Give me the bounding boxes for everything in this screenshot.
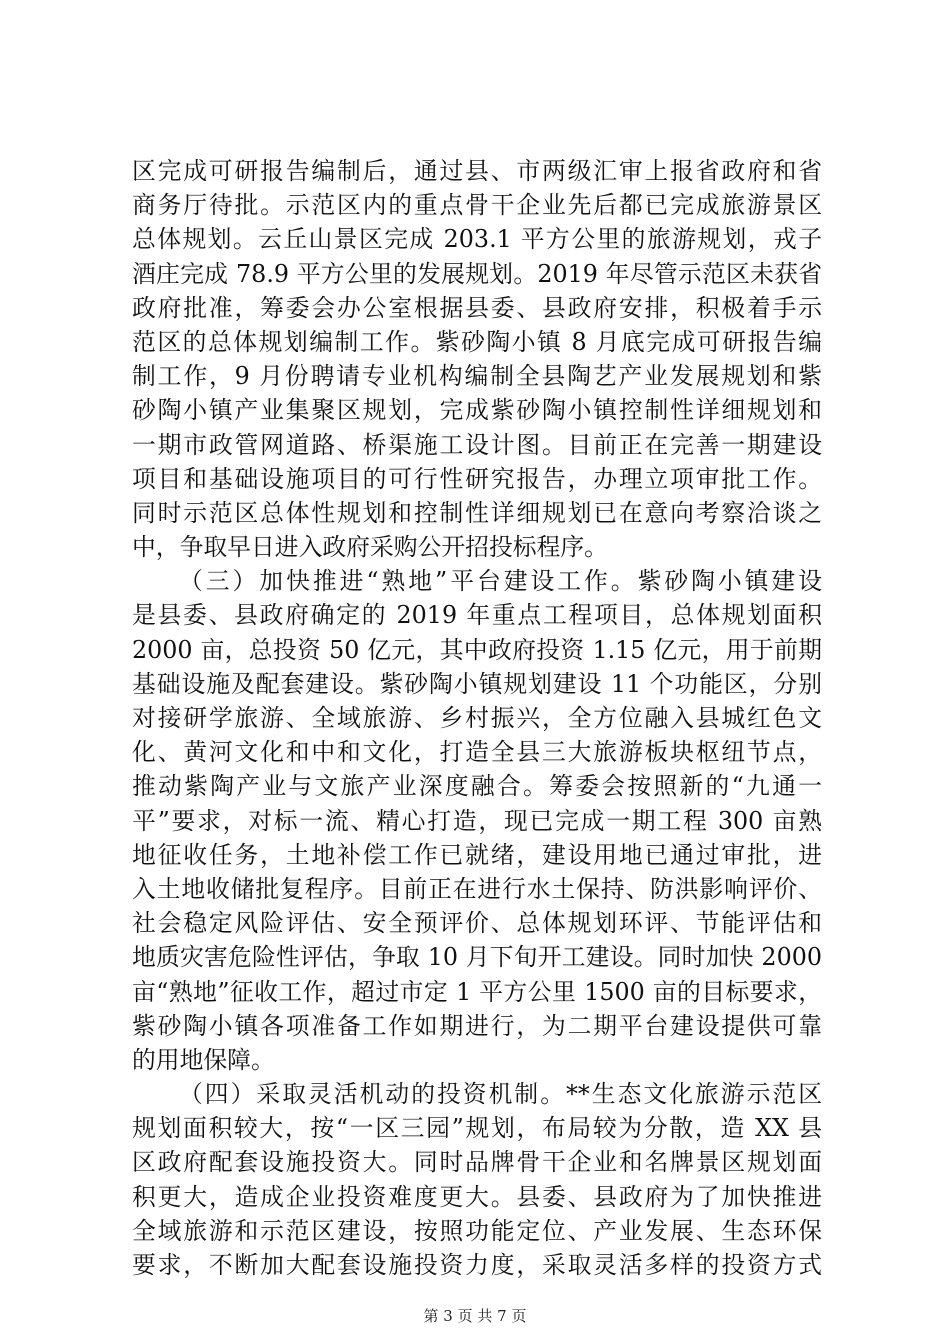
text-line: 一期市政管网道路、桥渠施工设计图。目前正在完善一期建设 bbox=[132, 430, 822, 459]
text-line: 是县委、县政府确定的 2019 年重点工程项目，总体规划面积 bbox=[132, 601, 822, 630]
text-line: 商务厅待批。示范区内的重点骨干企业先后都已完成旅游景区 bbox=[132, 191, 822, 220]
text-line: 规划面积较大，按“一区三园”规划，布局较为分散，造 XX 县 bbox=[132, 1114, 822, 1143]
text-line: 入土地收储批复程序。目前正在进行水土保持、防洪影响评价、 bbox=[132, 874, 822, 903]
text-line: 全域旅游和示范区建设，按照功能定位、产业发展、生态环保 bbox=[132, 1216, 822, 1245]
text-line: 区政府配套设施投资大。同时品牌骨干企业和名牌景区规划面 bbox=[132, 1148, 822, 1177]
text-line: （三）加快推进“熟地”平台建设工作。紫砂陶小镇建设 bbox=[179, 567, 822, 596]
text-line: 基础设施及配套建设。紫砂陶小镇规划建设 11 个功能区，分别 bbox=[132, 669, 822, 698]
text-line: 要求，不断加大配套设施投资力度，采取灵活多样的投资方式 bbox=[132, 1251, 822, 1279]
text-line: 制工作，9 月份聘请专业机构编制全县陶艺产业发展规划和紫 bbox=[132, 362, 822, 391]
text-line: 酒庄完成 78.9 平方公里的发展规划。2019 年尽管示范区未获省 bbox=[132, 259, 822, 288]
text-line: 对接研学旅游、全域旅游、乡村振兴，全方位融入县城红色文 bbox=[132, 704, 822, 732]
text-line: 区完成可研报告编制后，通过县、市两级汇审上报省政府和省 bbox=[132, 157, 822, 185]
body-text bbox=[132, 154, 822, 1282]
text-line: 的用地保障。 bbox=[132, 1045, 275, 1074]
text-line: 推动紫陶产业与文旅产业深度融合。筹委会按照新的“九通一 bbox=[132, 772, 822, 801]
text-line: 2000 亩，总投资 50 亿元，其中政府投资 1.15 亿元，用于前期 bbox=[132, 635, 822, 664]
text-line: 总体规划。云丘山景区完成 203.1 平方公里的旅游规划，戎子 bbox=[132, 225, 822, 254]
text-line: 同时示范区总体性规划和控制性详细规划已在意向考察洽谈之 bbox=[132, 498, 822, 527]
text-line: 地征收任务，土地补偿工作已就绪，建设用地已通过审批，进 bbox=[132, 840, 822, 869]
text-line: （四）采取灵活机动的投资机制。**生态文化旅游示范区 bbox=[179, 1080, 822, 1109]
text-line: 地质灾害危险性评估，争取 10 月下旬开工建设。同时加快 2000 bbox=[132, 943, 822, 972]
text-line: 化、黄河文化和中和文化，打造全县三大旅游板块枢纽节点， bbox=[132, 738, 822, 767]
text-line: 政府批准，筹委会办公室根据县委、县政府安排，积极着手示 bbox=[132, 293, 822, 322]
page-footer: 第 3 页 共 7 页 bbox=[423, 1307, 527, 1325]
text-line: 项目和基础设施项目的可行性研究报告，办理立项审批工作。 bbox=[132, 464, 822, 493]
text-line: 社会稳定风险评估、安全预评价、总体规划环评、节能评估和 bbox=[132, 909, 822, 938]
text-line: 砂陶小镇产业集聚区规划，完成紫砂陶小镇控制性详细规划和 bbox=[132, 396, 822, 425]
text-line: 亩“熟地”征收工作，超过市定 1 平方公里 1500 亩的目标要求， bbox=[132, 977, 822, 1006]
text-line: 平”要求，对标一流、精心打造，现已完成一期工程 300 亩熟 bbox=[132, 806, 822, 835]
text-line: 紫砂陶小镇各项准备工作如期进行，为二期平台建设提供可靠 bbox=[132, 1011, 822, 1040]
text-line: 中，争取早日进入政府采购公开招投标程序。 bbox=[132, 533, 608, 562]
text-line: 积更大，造成企业投资难度更大。县委、县政府为了加快推进 bbox=[132, 1182, 822, 1211]
text-line: 范区的总体规划编制工作。紫砂陶小镇 8 月底完成可研报告编 bbox=[132, 327, 822, 356]
